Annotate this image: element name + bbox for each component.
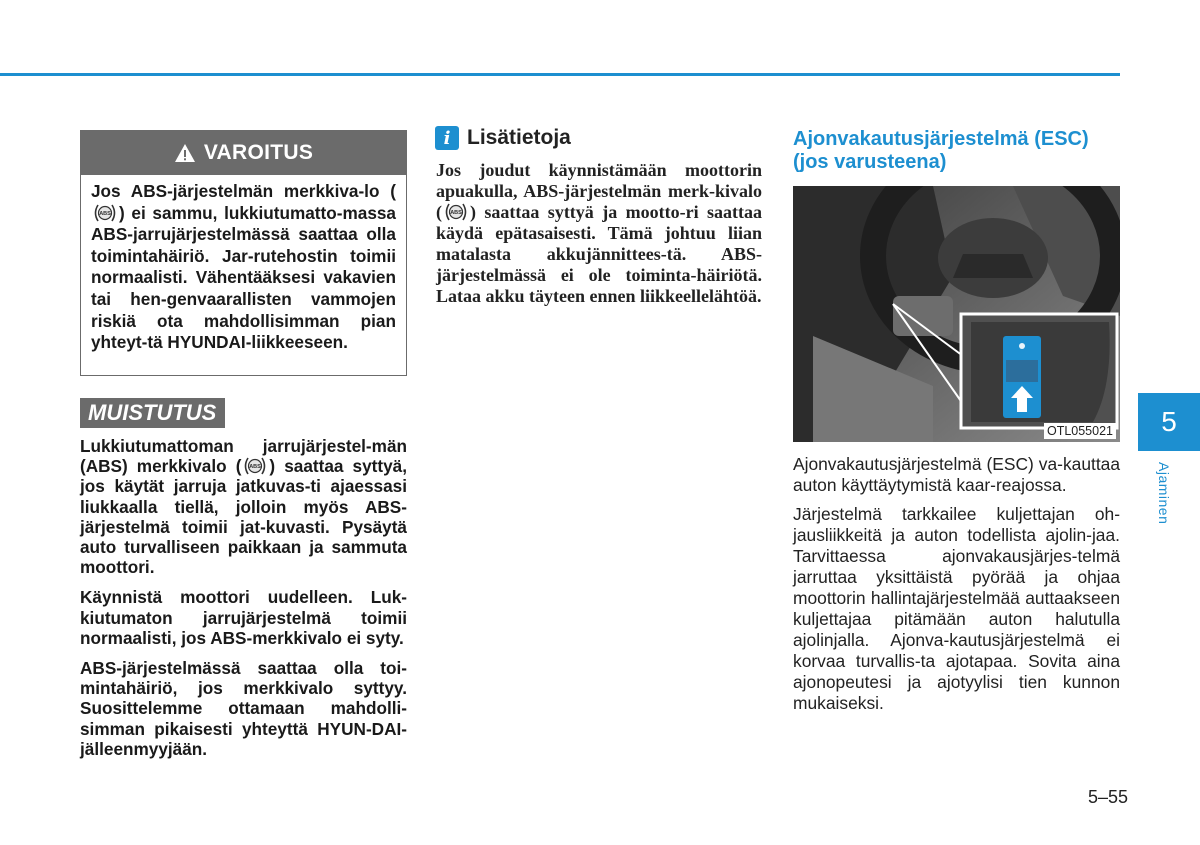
top-rule	[0, 73, 1120, 76]
notice-paragraph-2: Käynnistä moottori uudelleen. Luk-kiutumaton jarrujärjestelmä toimii normaalisti, jos ABS-merkkivalo ei syty.	[80, 587, 407, 648]
warning-text-part1: Jos ABS-järjestelmän merkkiva-lo (	[91, 181, 396, 201]
info-text	[436, 160, 762, 307]
chapter-tab: 5	[1138, 393, 1200, 451]
warning-triangle-icon	[174, 143, 196, 163]
warning-text	[81, 175, 406, 354]
notice-body	[80, 436, 407, 769]
notice-paragraph-3: ABS-järjestelmässä saattaa olla toi-mintahäiriö, jos merkkivalo syttyy. Suosittelemme ottamaan mahdolli-simman pikaisesti yhteyttä HYUN-DAI-jälleenmyyjään.	[80, 658, 407, 759]
chapter-label-text: Ajaminen	[1156, 462, 1172, 525]
abs-indicator-icon	[443, 202, 469, 222]
svg-text:ABS: ABS	[99, 210, 111, 217]
svg-text:ABS: ABS	[249, 464, 262, 471]
image-caption: OTL055021	[1044, 423, 1116, 439]
svg-text:ABS: ABS	[450, 210, 462, 216]
warning-box	[80, 130, 407, 376]
esc-body	[793, 454, 1120, 722]
warning-text-part2: ) ei sammu, lukkiutumatto-massa ABS-jarrujärjestelmässä saattaa olla toimintahäiriö. Jar-rutehostin toimii normaalisti. Vähentääksesi vakavien tai hen-genvaarallisten vammojen riskiä ota mahdollisimman pian yhteyt-tä HYUNDAI-liikkeeseen.	[91, 202, 396, 353]
esc-section-title: Ajonvakautusjärjestelmä (ESC) (jos varusteena)	[793, 128, 1089, 173]
dashboard-illustration	[793, 186, 1120, 442]
info-text-part2: ) saattaa syttyä ja mootto-ri saattaa käydä epätasaisesti. Tämä johtuu liian matalasta akkujännittees-tä. ABS-järjestelmässä ei ole toiminta-häiriötä. Lataa akku täyteen ennen liikkeellelähtöä.	[436, 202, 762, 306]
esc-button-photo	[793, 186, 1120, 442]
abs-indicator-icon	[242, 456, 268, 476]
esc-paragraph-2: Järjestelmä tarkkailee kuljettajan oh-jausliikkeitä ja auton todellista ajolin-jaa. Tarvittaessa ajonvakausjärjes-telmä jarruttaa yksittäistä pyörää ja ohjaa moottorin hallintajärjestelmää auttaakseen kuljettajaa pitämään auton halutulla ajolinjalla. Ajonva-kautusjärjestelmä ei korvaa turvallis-ta ajotapaa. Sovita aina ajonopeutesi ja ajotyylisi tien kunnon mukaiseksi.	[793, 504, 1120, 713]
notice-label: MUISTUTUS	[80, 398, 225, 428]
chapter-label	[1152, 462, 1176, 532]
esc-paragraph-1: Ajonvakautusjärjestelmä (ESC) va-kauttaa auton käyttäytymistä kaar-reajossa.	[793, 454, 1120, 495]
info-text-part1: Jos joudut käynnistämään moottorin apuakulla, ABS-järjestelmän merk-kivalo (	[436, 160, 762, 222]
info-title: Lisätietoja	[467, 126, 571, 149]
info-header	[435, 126, 571, 150]
warning-title: VAROITUS	[203, 141, 314, 164]
info-icon: i	[435, 126, 459, 150]
notice-p1-part2: ) saattaa syttyä, jos käytät jarruja jatkuvas-ti ajaessasi liukkaalla tiellä, jolloin myös ABS-järjestelmä toimii jat-kuvasti. Pysäytä auto turvalliseen paikkaan ja sammuta moottori.	[80, 456, 407, 578]
page-number: 5–55	[1088, 787, 1129, 807]
abs-indicator-icon	[92, 203, 118, 223]
notice-p1-part1: Lukkiutumattoman jarrujärjestel-män (ABS) merkkivalo (	[80, 436, 407, 477]
warning-header	[81, 131, 406, 175]
notice-paragraph-1	[80, 436, 407, 577]
